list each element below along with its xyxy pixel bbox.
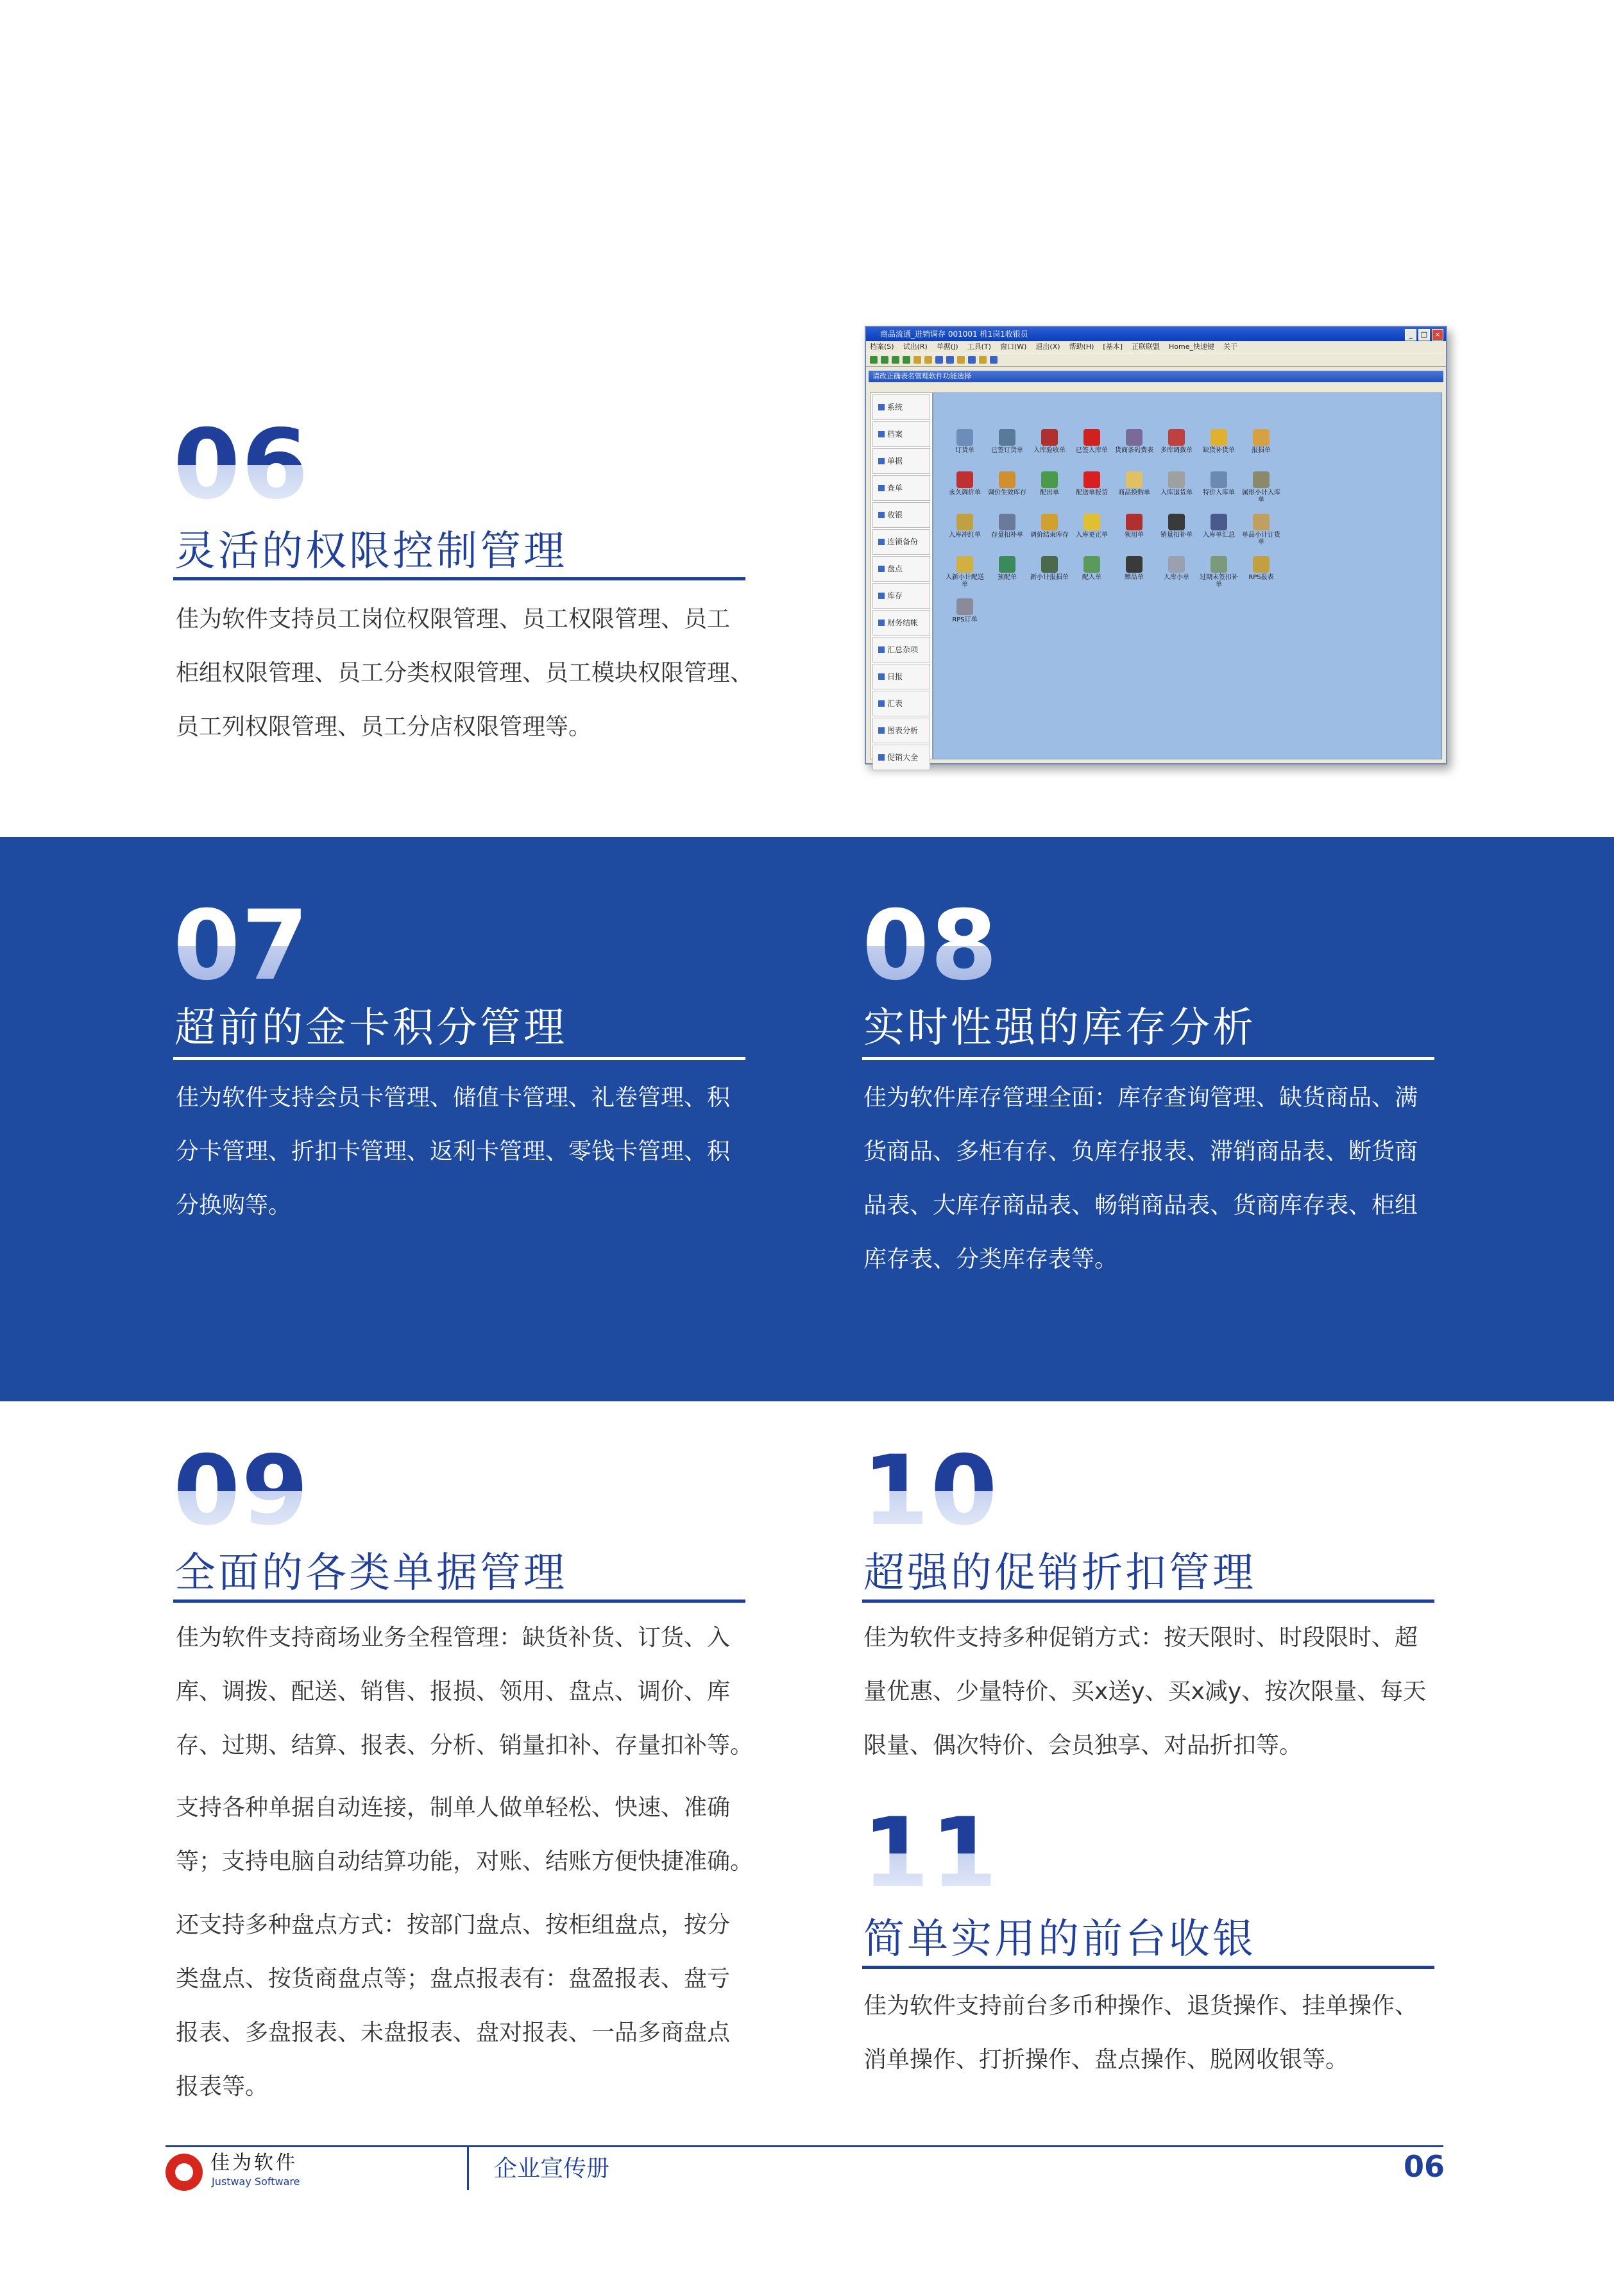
function-icon — [1126, 514, 1143, 530]
function-icon — [1041, 556, 1058, 573]
sidebar-item-label: 单据 — [887, 457, 903, 466]
section-body-09c: 还支持多种盘点方式：按部门盘点、按柜组盘点，按分 类盘点、按货商盘点等；盘点报表有：盘盈报表、盘亏 报表、多盘报表、未盘报表、盘对报表、一品多商盘点 报表等。 — [176, 1912, 731, 2100]
section-title-08: 实时性强的库存分析 — [863, 1004, 1256, 1052]
tool-icon[interactable] — [990, 356, 998, 364]
section-number-11: 11 — [862, 1798, 999, 1909]
function-icon — [1041, 471, 1058, 488]
section-title-06: 灵活的权限控制管理 — [174, 528, 567, 575]
nav-last-icon[interactable] — [903, 356, 910, 364]
menu-item[interactable]: 正联联盟 — [1132, 342, 1160, 351]
function-icon-button[interactable] — [1028, 471, 1071, 514]
function-icon-label: 赠品单 — [1125, 574, 1144, 581]
function-icon-button[interactable] — [1155, 556, 1198, 598]
function-icon — [1168, 429, 1185, 446]
function-icon — [1253, 514, 1270, 530]
menu-bar — [866, 341, 1446, 353]
function-icon-button[interactable] — [1071, 514, 1113, 556]
sidebar-item[interactable] — [872, 691, 930, 716]
menu-item[interactable]: 试出(R) — [903, 342, 928, 351]
module-icon — [878, 458, 885, 464]
function-icon-label: 入库退货单 — [1160, 489, 1193, 496]
function-icon-button[interactable] — [986, 514, 1028, 556]
function-icon-label: 入库更正单 — [1076, 532, 1108, 539]
module-icon — [878, 404, 885, 410]
function-icon-label: 新小计报损单 — [1030, 574, 1069, 581]
function-icon-button[interactable] — [1198, 471, 1240, 514]
function-icon-button[interactable] — [1198, 514, 1240, 556]
brand-name-en: Justway Software — [212, 2175, 300, 2188]
function-icon-label: 属形小计入库单 — [1242, 489, 1280, 503]
section-title-11: 简单实用的前台收银 — [863, 1916, 1256, 1963]
menu-item[interactable]: 退出(X) — [1035, 342, 1060, 351]
sidebar-item-label: 日报 — [887, 672, 903, 681]
function-icon — [1210, 429, 1227, 446]
module-icon — [878, 620, 885, 626]
section-number-07: 07 — [173, 890, 310, 1002]
nav-first-icon[interactable] — [870, 356, 878, 364]
function-icon-label: 报损单 — [1252, 447, 1271, 454]
function-icon-label: 永久调价单 — [949, 489, 981, 496]
function-icon-button[interactable] — [986, 556, 1028, 598]
nav-next-icon[interactable] — [892, 356, 899, 364]
function-icon-label: 调价生效库存 — [988, 489, 1026, 496]
sidebar-item-label: 图表分析 — [887, 726, 919, 735]
section-body-06: 佳为软件支持员工岗位权限管理、员工权限管理、员工 柜组权限管理、员工分类权限管理、员工模块权限管理、 员工列权限管理、员工分店权限管理等。 — [176, 606, 754, 740]
footer-divider — [467, 2145, 469, 2190]
function-icon-button[interactable] — [1240, 556, 1282, 598]
tool-icon[interactable] — [946, 356, 954, 364]
function-icon-button[interactable] — [944, 471, 986, 514]
function-icon — [1041, 429, 1058, 446]
module-icon — [878, 539, 885, 545]
section-number-08: 08 — [862, 890, 999, 1002]
sidebar-item[interactable] — [872, 475, 930, 501]
function-icon — [1210, 556, 1227, 573]
tool-icon[interactable] — [957, 356, 965, 364]
tool-icon[interactable] — [913, 356, 921, 364]
module-icon — [878, 700, 885, 707]
module-icon — [878, 566, 885, 572]
section-title-07: 超前的金卡积分管理 — [174, 1004, 567, 1052]
title-underline — [173, 1600, 745, 1603]
module-icon — [878, 727, 885, 734]
function-icon-button[interactable] — [1071, 556, 1113, 598]
tool-icon[interactable] — [924, 356, 932, 364]
function-icon-grid — [944, 429, 1282, 641]
sidebar-item-label: 收银 — [887, 511, 903, 519]
sidebar-item-label: 促销大全 — [887, 753, 919, 762]
sidebar-item-label: 系统 — [887, 403, 903, 412]
function-icon — [1168, 514, 1185, 530]
function-icon-button[interactable] — [1155, 429, 1198, 471]
sidebar-item[interactable] — [872, 394, 930, 420]
function-icon-label: 调价结束库存 — [1030, 532, 1069, 539]
function-icon — [1210, 471, 1227, 488]
function-icon-button[interactable] — [1155, 471, 1198, 514]
menu-item[interactable]: 窗口(W) — [999, 342, 1027, 351]
function-icon-label: 已签订货单 — [991, 447, 1023, 454]
function-icon — [1126, 429, 1143, 446]
close-icon[interactable]: × — [1432, 329, 1443, 341]
function-icon-button[interactable] — [1071, 471, 1113, 514]
function-icon-label: 配送单报货 — [1076, 489, 1108, 496]
tool-icon[interactable] — [979, 356, 987, 364]
section-title-09: 全面的各类单据管理 — [174, 1549, 567, 1597]
sidebar-item[interactable] — [872, 502, 930, 528]
module-sidebar — [870, 393, 933, 762]
menu-item[interactable]: 关于 — [1223, 342, 1237, 351]
function-icon-label: RPS订单 — [952, 616, 978, 623]
function-icon — [1126, 556, 1143, 573]
sidebar-item-label: 财务结帐 — [887, 618, 919, 627]
sidebar-item[interactable] — [872, 448, 930, 474]
function-icon-button[interactable] — [1240, 429, 1282, 471]
function-icon — [956, 556, 973, 573]
section-body-07: 佳为软件支持会员卡管理、储值卡管理、礼卷管理、积 分卡管理、折扣卡管理、返利卡管理、零钱卡管理、积 分换购等。 — [176, 1085, 731, 1219]
function-icon-label: 特价入库单 — [1203, 489, 1235, 496]
sidebar-item-label: 连锁备份 — [887, 537, 919, 546]
justway-logo-icon — [166, 2154, 203, 2191]
function-icon-label: 入库验收单 — [1033, 447, 1066, 454]
function-icon — [1083, 556, 1100, 573]
function-icon-label: 商品换购单 — [1118, 489, 1150, 496]
function-icon-button[interactable] — [1113, 514, 1155, 556]
function-icon-label: 配入单 — [1082, 574, 1101, 581]
function-icon — [956, 429, 973, 446]
function-icon-button[interactable] — [944, 598, 986, 641]
footer-line — [166, 2145, 1443, 2147]
sidebar-item[interactable] — [872, 745, 930, 770]
sidebar-item[interactable] — [872, 718, 930, 743]
function-icon — [1253, 429, 1270, 446]
function-icon-button[interactable] — [1113, 429, 1155, 471]
module-icon — [878, 431, 885, 437]
function-icon — [956, 514, 973, 530]
function-icon-label: 配出单 — [1040, 489, 1059, 496]
function-icon-button[interactable] — [1198, 556, 1240, 598]
function-icon-label: 存量扣补单 — [991, 532, 1023, 539]
function-icon-label: 入新小计配送单 — [946, 574, 984, 588]
brand-name: 佳为软件 — [210, 2152, 298, 2174]
function-icon — [1083, 514, 1100, 530]
section-body-08: 佳为软件库存管理全面：库存查询管理、缺货商品、满 货商品、多柜有存、负库存报表、滞销商品表、断货商 品表、大库存商品表、畅销商品表、货商库存表、柜组 库存表、分类库存表等。 — [863, 1085, 1418, 1272]
function-icon-label: 领用单 — [1125, 532, 1144, 539]
function-icon — [1168, 556, 1185, 573]
function-icon — [999, 429, 1015, 446]
function-icon-label: 入库小单 — [1164, 574, 1189, 581]
function-icon — [1041, 514, 1058, 530]
function-icon-label: 过期未签扣补单 — [1200, 574, 1238, 588]
module-icon — [878, 646, 885, 653]
brochure-label: 企业宣传册 — [494, 2156, 610, 2182]
sidebar-item-label: 汇总杂项 — [887, 645, 919, 654]
sidebar-item-label: 汇表 — [887, 699, 903, 708]
function-icon-label: 单品小计订货单 — [1242, 532, 1280, 546]
page-number: 06 — [1403, 2149, 1445, 2184]
sidebar-item-label: 盘点 — [887, 564, 903, 573]
function-icon — [999, 514, 1015, 530]
function-icon — [1083, 471, 1100, 488]
function-icon-button[interactable] — [1240, 514, 1282, 556]
function-icon-button[interactable] — [944, 556, 986, 598]
section-number-06: 06 — [173, 409, 310, 521]
title-underline — [862, 1966, 1434, 1969]
sidebar-item[interactable] — [872, 664, 930, 689]
title-underline — [862, 1600, 1434, 1603]
function-icon-button[interactable] — [1240, 471, 1282, 514]
minimize-icon[interactable]: _ — [1405, 329, 1416, 341]
function-icon-button[interactable] — [1071, 429, 1113, 471]
function-icon-button[interactable] — [986, 429, 1028, 471]
title-underline — [173, 1057, 745, 1060]
function-icon — [999, 471, 1015, 488]
menu-item[interactable]: Home_快速键 — [1169, 342, 1214, 351]
function-icon-button[interactable] — [1198, 429, 1240, 471]
tool-icon[interactable] — [968, 356, 976, 364]
maximize-icon[interactable]: □ — [1418, 329, 1430, 341]
section-body-11: 佳为软件支持前台多币种操作、退货操作、挂单操作、 消单操作、打折操作、盘点操作、脱网收银等。 — [863, 1993, 1418, 2073]
module-icon — [878, 485, 885, 491]
function-icon-label: 入库冲红单 — [949, 532, 981, 539]
menu-item[interactable]: 单据(J) — [936, 342, 958, 351]
function-icon-button[interactable] — [1113, 471, 1155, 514]
section-number-10: 10 — [862, 1435, 999, 1547]
function-icon-label: 已签入库单 — [1076, 447, 1108, 454]
panel-header: 请改正确表名管理软件功能选择 — [869, 371, 1443, 382]
sidebar-item[interactable] — [872, 421, 930, 447]
sidebar-item-label: 档案 — [887, 430, 903, 439]
function-icon — [1168, 471, 1185, 488]
section-title-10: 超强的促销折扣管理 — [863, 1549, 1256, 1597]
nav-prev-icon[interactable] — [881, 356, 888, 364]
menu-item[interactable]: 帮助(H) — [1069, 342, 1094, 351]
function-icon-label: 缺货补货单 — [1203, 447, 1235, 454]
function-icon-button[interactable] — [944, 514, 986, 556]
section-number-09: 09 — [173, 1435, 310, 1547]
function-icon-button[interactable] — [1113, 556, 1155, 598]
function-icon-button[interactable] — [986, 471, 1028, 514]
sidebar-item[interactable] — [872, 529, 930, 555]
function-icon — [1253, 556, 1270, 573]
function-icon-button[interactable] — [944, 429, 986, 471]
module-icon — [878, 512, 885, 518]
module-icon — [878, 593, 885, 599]
function-icon — [1126, 471, 1143, 488]
toolbar — [866, 353, 1446, 367]
menu-item[interactable]: 档案(S) — [870, 342, 894, 351]
menu-item[interactable]: [基本] — [1103, 342, 1123, 351]
function-icon — [1210, 514, 1227, 530]
function-icon — [999, 556, 1015, 573]
function-icon — [1083, 429, 1100, 446]
window-title: 商品流通_进销调存 001001 机1岗1收银员 — [880, 330, 1028, 339]
sidebar-item-label: 查单 — [887, 484, 903, 493]
sidebar-item[interactable] — [872, 556, 930, 582]
function-icon — [956, 471, 973, 488]
function-icon — [1253, 471, 1270, 488]
software-screenshot — [865, 326, 1447, 764]
function-icon-label: RPS报表 — [1248, 574, 1274, 581]
function-icon — [956, 598, 973, 615]
tool-icon[interactable] — [935, 356, 943, 364]
function-icon-button[interactable] — [1155, 514, 1198, 556]
sidebar-item[interactable] — [872, 637, 930, 663]
function-icon-button[interactable] — [1028, 514, 1071, 556]
menu-item[interactable]: 工具(T) — [967, 342, 991, 351]
function-panel — [933, 393, 1442, 759]
section-body-09b: 支持各种单据自动连接，制单人做单轻松、快速、准确 等；支持电脑自动结算功能，对账、结账方便快捷准确。 — [176, 1794, 754, 1875]
function-icon-button[interactable] — [1028, 556, 1071, 598]
module-icon — [878, 754, 885, 761]
section-body-09: 佳为软件支持商场业务全程管理：缺货补货、订货、入 库、调拨、配送、销售、报损、领用、盘点、调价、库 存、过期、结算、报表、分析、销量扣补、存量扣补等。 — [176, 1625, 754, 1759]
function-icon-label: 货商条码费表 — [1115, 447, 1153, 454]
sidebar-item[interactable] — [872, 583, 930, 609]
section-body-10: 佳为软件支持多种促销方式：按天限时、时段限时、超 量优惠、少量特价、买x送y、买x减y、按次限量、每天 限量、偶次特价、会员独享、对品折扣等。 — [863, 1625, 1427, 1759]
function-icon-label: 入库单汇总 — [1203, 532, 1235, 539]
sidebar-item[interactable] — [872, 610, 930, 636]
function-icon-label: 预配单 — [998, 574, 1017, 581]
title-underline — [862, 1057, 1434, 1060]
module-icon — [878, 673, 885, 680]
sidebar-item-label: 库存 — [887, 591, 903, 600]
window-titlebar — [866, 327, 1446, 341]
title-underline — [173, 577, 745, 580]
function-icon-label: 订货单 — [955, 447, 974, 454]
function-icon-label: 多库调拨单 — [1160, 447, 1193, 454]
function-icon-label: 销量扣补单 — [1160, 532, 1193, 539]
function-icon-button[interactable] — [1028, 429, 1071, 471]
